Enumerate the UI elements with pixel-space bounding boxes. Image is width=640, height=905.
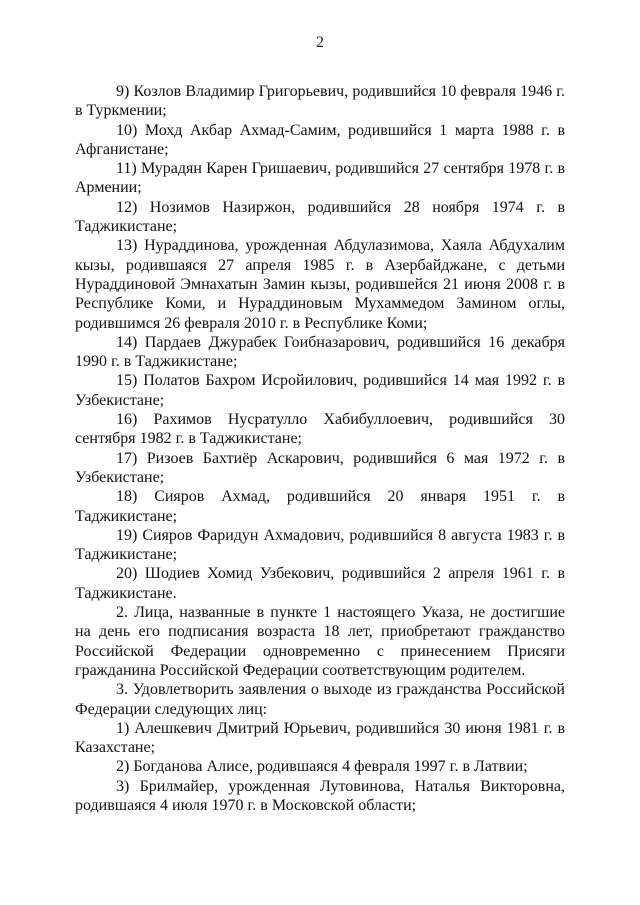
list-item: 19) Сияров Фаридун Ахмадович, родившийся 8 августа 1983 г. в Таджикистане; (75, 526, 565, 564)
page-number: 2 (316, 34, 324, 51)
list-item: 15) Полатов Бахром Исройилович, родившийся 14 мая 1992 г. в Узбекистане; (75, 372, 565, 409)
list-item: 1) Алешкевич Дмитрий Юрьевич, родившийся 30 июня 1981 г. в Казахстане; (75, 719, 565, 757)
list-item: 12) Нозимов Назиржон, родившийся 28 ноября 1974 г. в Таджикистане; (75, 198, 565, 236)
clause-paragraph: 2. Лица, названные в пункте 1 настоящего Указа, не достигшие на день его подписания возраста 18 лет, приобретают гражданство Российской Федерации одновременно с принесением Присяги гражданина Российской Федерации соответствующим родителем. (75, 604, 565, 679)
list-item: 10) Мохд Акбар Ахмад-Самим, родившийся 1 марта 1988 г. в Афганистане; (75, 121, 565, 158)
list-item: 13) Нураддинова, урожденная Абдулазимова, Хаяла Абдухалим кызы, родившаяся 27 апреля 1985 г. в Азербайджане, с детьми Нураддиновой Эмнахатын Замин кызы, родившейся 21 июня 2008 г. в Республике Коми, и Нураддиновым Мухаммедом Замином оглы, родившимся 26 февраля 2010 г. в Республике Коми; (75, 237, 565, 332)
list-item: 17) Ризоев Бахтиёр Аскарович, родившийся 6 мая 1972 г. в Узбекистане; (75, 449, 565, 486)
list-item: 20) Шодиев Хомид Узбекович, родившийся 2 апреля 1961 г. в Таджикистане. (75, 565, 565, 602)
list-item: 2) Богданова Алисе, родившаяся 4 февраля 1997 г. в Латвии; (116, 758, 528, 776)
list-item: 3) Брилмайер, урожденная Лутовинова, Наталья Викторовна, родившаяся 4 июля 1970 г. в Московской области; (75, 777, 565, 814)
clause-paragraph: 3. Удовлетворить заявления о выходе из гражданства Российской Федерации следующих лиц: (75, 681, 565, 718)
document-body (75, 82, 565, 815)
list-item: 16) Рахимов Нусратулло Хабибуллоевич, родившийся 30 сентября 1982 г. в Таджикистане; (75, 411, 565, 448)
list-item: 9) Козлов Владимир Григорьевич, родившийся 10 февраля 1946 г. в Туркмении; (75, 83, 565, 120)
list-item: 14) Пардаев Джурабек Гоибназарович, родившийся 16 декабря 1990 г. в Таджикистане; (75, 333, 565, 371)
list-item: 18) Сияров Ахмад, родившийся 20 января 1951 г. в Таджикистане; (75, 488, 565, 525)
list-item: 11) Мурадян Карен Гришаевич, родившийся 27 сентября 1978 г. в Армении; (75, 160, 565, 197)
